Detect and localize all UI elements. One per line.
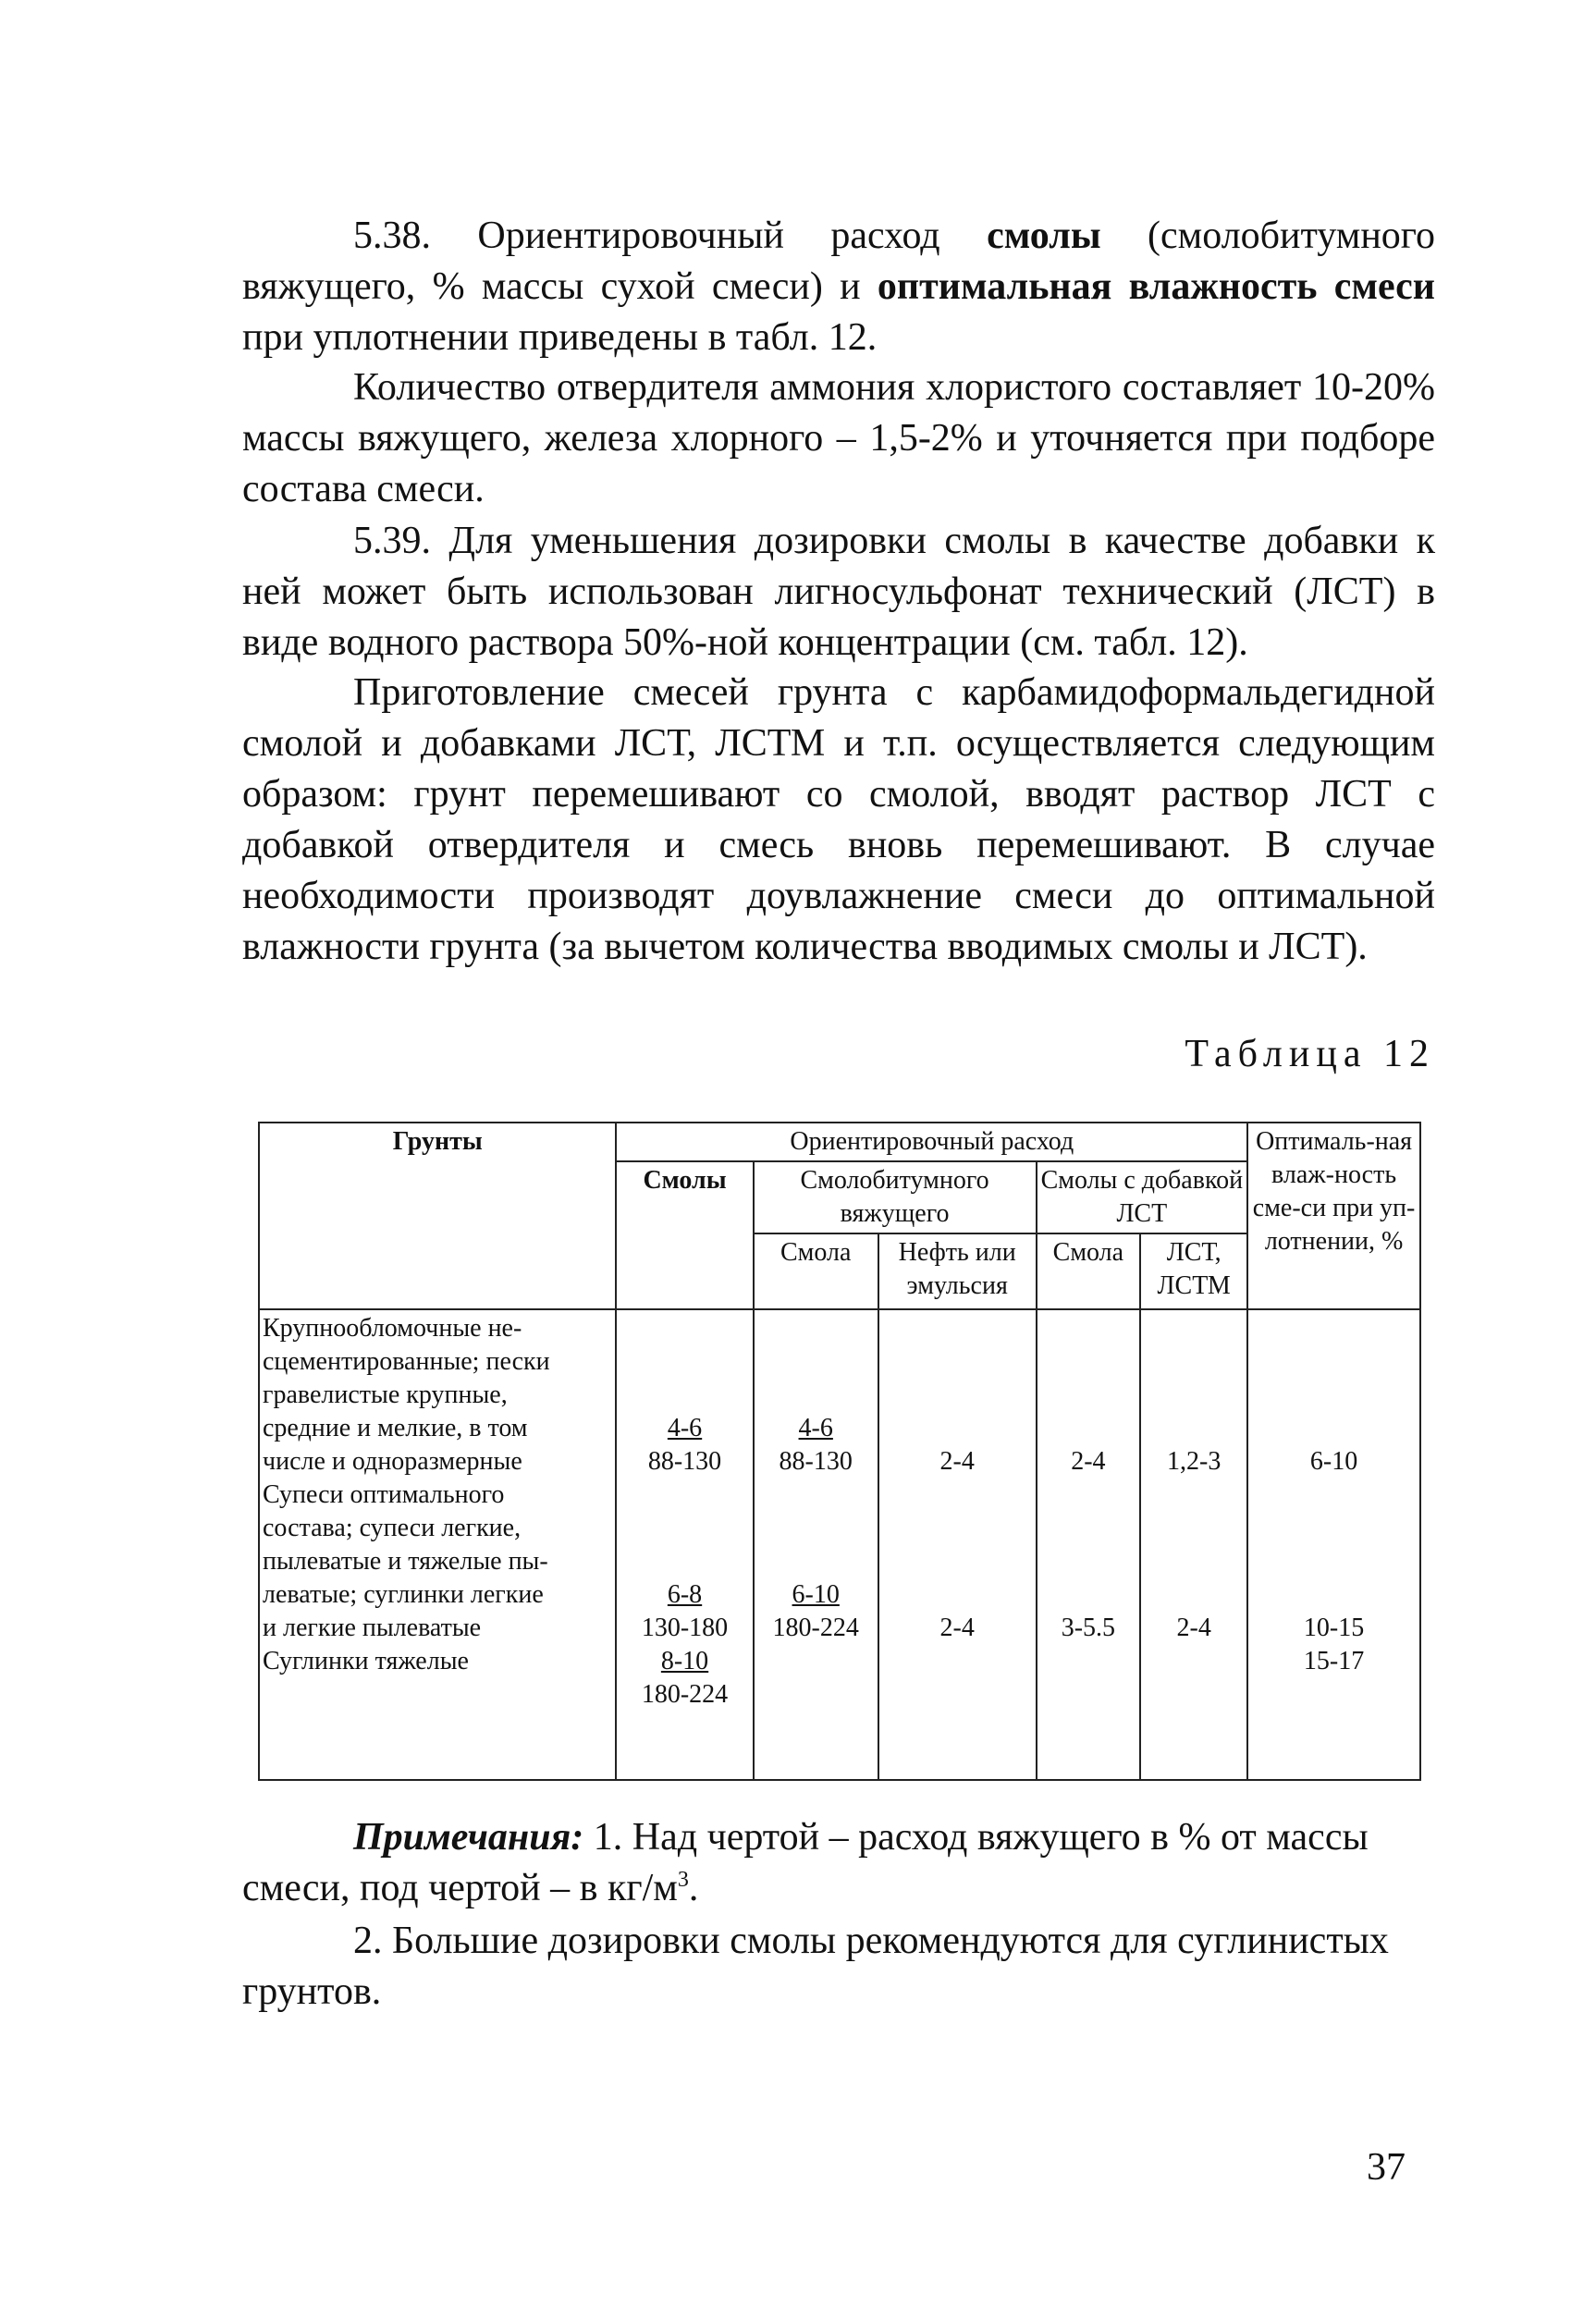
resins-cell [616,1309,753,1780]
soil-line: пылеватые и тяжелые пы- [263,1547,548,1576]
header-resin-bitumen: Смолобитумного вяжущего [754,1161,1037,1233]
soil-line: Крупнообломочные не- [263,1314,522,1343]
oil-emulsion-cell [878,1309,1037,1780]
soil-line: Суглинки тяжелые [263,1647,469,1675]
header-resins-with-lst: Смолы с добавкой ЛСТ [1037,1161,1248,1233]
soil-line: состава; супеси легкие, [263,1514,522,1542]
paragraph-5-38 [242,211,1435,363]
header-lst-lstm: ЛСТ, ЛСТМ [1140,1233,1247,1309]
soil-line: сцементированные; пески [263,1347,550,1376]
paragraph-text: (смолобитумного вяжущего, % массы сухой смеси) и [242,215,1435,308]
value: 6-10 [1309,1447,1358,1476]
value: 2-4 [1176,1614,1211,1642]
soil-line: леватые; суглинки легкие [263,1580,544,1609]
consumption-table [258,1122,1421,1781]
value: 3-5.5 [1061,1614,1116,1642]
value-numerator: 4-6 [667,1414,703,1442]
value-denominator: 180-224 [641,1680,729,1709]
paragraph-5-39: 5.39. Для уменьшения дозировки смолы в качестве добавки к ней может быть использован лигносульфонат технический (ЛСТ) в виде водного раствора 50%-ной концентрации (см. табл. 12). [242,520,1435,664]
value: 2-4 [939,1614,975,1642]
value: 10-15 [1303,1614,1365,1642]
value: 2-4 [1071,1447,1106,1476]
soil-line: средние и мелкие, в том [263,1414,528,1442]
notes-label: Примечания: [353,1816,584,1859]
note-text: . [688,1867,699,1909]
table-12 [258,1122,1421,1781]
value-numerator: 6-10 [792,1580,840,1609]
value-denominator: 88-130 [779,1447,853,1476]
value-denominator: 130-180 [641,1614,729,1642]
value: 2-4 [939,1447,975,1476]
paragraph-hardener: Количество отвердителя аммония хлористого составляет 10-20% массы вяжущего, железа хлорного – 1,5-2% и уточняется при подборе состава смеси. [242,366,1435,510]
header-approx-consumption: Ориентировочный расход [616,1123,1247,1161]
value-numerator: 6-8 [667,1580,703,1609]
soil-line: числе и одноразмерные [263,1447,522,1476]
soil-line: Супеси оптимального [263,1480,505,1509]
resin-bitumen-resin-cell [754,1309,878,1780]
note-superscript: 3 [677,1868,689,1892]
table-row [259,1309,1420,1780]
paragraph-bold-text: смолы [987,215,1101,257]
lst-lstm-cell [1140,1309,1247,1780]
header-oil-or-emulsion: Нефть или эмульсия [878,1233,1037,1309]
soil-line: гравелистые крупные, [263,1381,508,1409]
value: 1,2-3 [1167,1447,1222,1476]
header-resins: Смолы [616,1161,753,1309]
note-1 [242,1812,1435,1914]
table-caption: Таблица 12 [1185,1033,1435,1075]
soil-types-cell [259,1309,616,1780]
header-soils: Грунты [259,1123,616,1309]
paragraph-text: 5.38. Ориентировочный расход [353,215,988,257]
paragraph-bold-text: оптимальная влажность смеси [877,265,1435,308]
header-resin: Смола [754,1233,878,1309]
lst-resin-cell [1037,1309,1141,1780]
moisture-cell [1247,1309,1420,1780]
value-numerator: 4-6 [798,1414,833,1442]
value-denominator: 88-130 [647,1447,722,1476]
paragraph-text: при уплотнении приведены в табл. 12. [242,316,878,359]
note-text: 1. Над чертой – расход вяжущего в % от массы смеси, под чертой – в кг/м [242,1816,1369,1909]
value-numerator: 8-10 [660,1647,709,1675]
page-number: 37 [1367,2146,1406,2189]
header-resin-lst: Смола [1037,1233,1141,1309]
paragraph-mix-preparation: Приготовление смесей грунта с карбамидоформальдегидной смолой и добавками ЛСТ, ЛСТМ и т.п. осуществляется следующим образом: грунт перемешивают со смолой, вводят раствор ЛСТ с добавкой отвердителя и смесь вновь перемешивают. В случае необходимости производят доувлажнение смеси до оптимальной влажности грунта (за вычетом количества вводимых смолы и ЛСТ). [242,671,1435,968]
value: 15-17 [1303,1647,1365,1675]
soil-line: и легкие пылеватые [263,1614,482,1642]
note-2: 2. Большие дозировки смолы рекомендуются для суглинистых грунтов. [242,1920,1389,2013]
value-denominator: 180-224 [772,1614,859,1642]
header-optimal-moisture: Оптималь-ная влаж-ность сме-си при уп-лотнении, % [1247,1123,1420,1309]
